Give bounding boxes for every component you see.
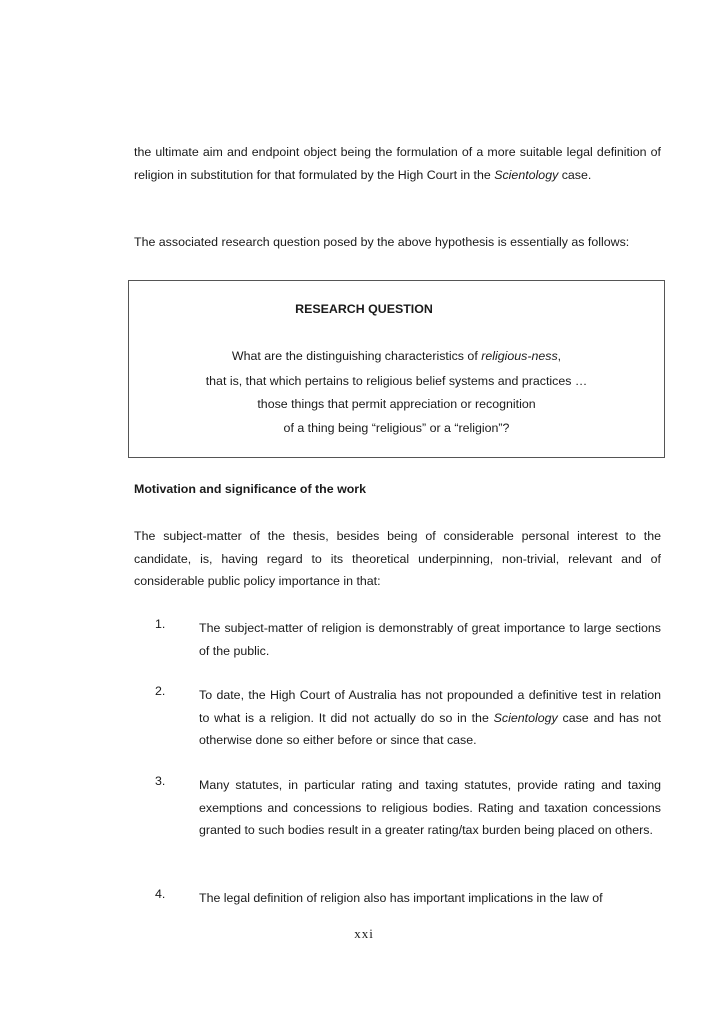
associated-paragraph: The associated research question posed by the above hypothesis is essentially as follows:: [134, 235, 630, 249]
list-number: 2.: [155, 684, 166, 698]
research-question-line-4: of a thing being “religious” or a “religion”?: [283, 421, 510, 435]
list-number: 1.: [155, 617, 166, 631]
research-question-line-3: those things that permit appreciation or recognition: [257, 397, 536, 411]
section-heading: Motivation and significance of the work: [134, 482, 367, 496]
intro-paragraph: [134, 141, 661, 187]
case-name: Scientology: [494, 167, 559, 182]
list-text: Many statutes, in particular rating and taxing statutes, provide rating and taxing exemptions and concessions to religious bodies. Rating and taxation concessions granted to such bodies result in a greater rating/tax burden being placed on others.: [199, 778, 661, 838]
list-text: To date, the High Court of Australia has not propounded a definitive test in relation to what is a religion. It did not actually do so in the Scientology case and has not otherwise done so either before or since that case.: [199, 688, 661, 748]
research-question-title: RESEARCH QUESTION: [295, 302, 433, 316]
intro-text-end: case.: [558, 167, 592, 182]
list-number: 4.: [155, 887, 166, 901]
research-question-line-2: that is, that which pertains to religious belief systems and practices …: [205, 374, 588, 388]
research-question-line-1: What are the distinguishing characteristics of religious-ness,: [231, 349, 562, 363]
religious-ness-term: religious-ness: [481, 349, 558, 363]
page-number: xxi: [354, 926, 374, 941]
intro-text: the ultimate aim and endpoint object being the formulation of a more suitable legal definition of religion in substitution for that formulated by the High Court in the: [134, 145, 661, 182]
list-number: 3.: [155, 774, 166, 788]
subject-paragraph: The subject-matter of the thesis, besides being of considerable personal interest to the candidate, is, having regard to its theoretical underpinning, non-trivial, relevant and of considerable public policy importance in that:: [134, 529, 661, 589]
list-text: The subject-matter of religion is demonstrably of great importance to large sections of the public.: [199, 621, 661, 658]
list-text: The legal definition of religion also has important implications in the law of: [199, 891, 603, 905]
